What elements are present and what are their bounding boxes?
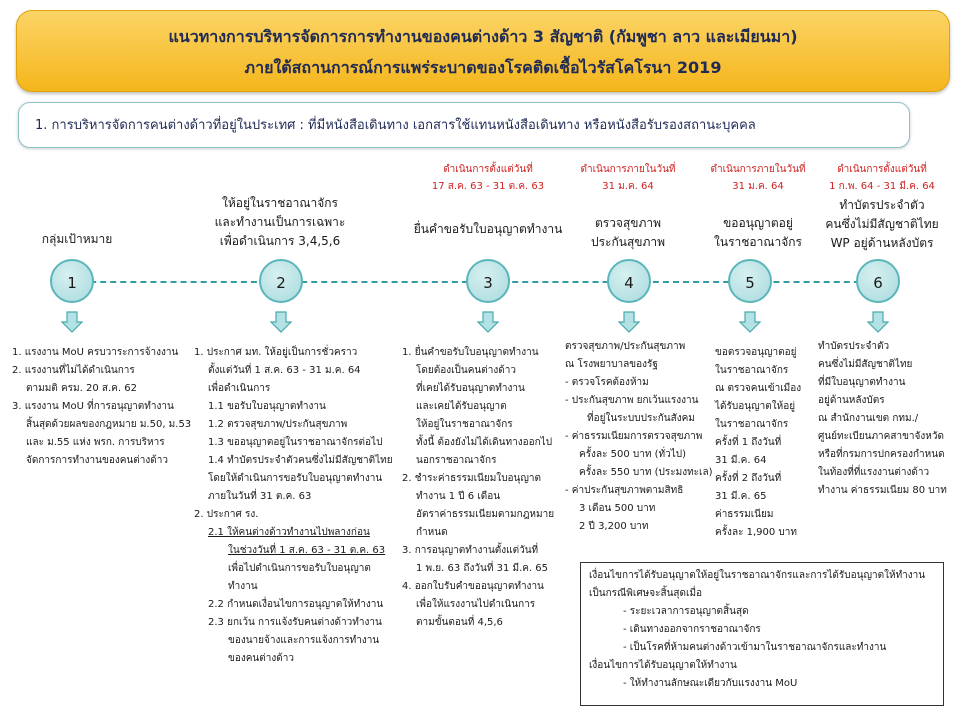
step-2-label: ให้อยู่ในราชอาณาจักร และทำงานเป็นการเฉพาะ เพื่อดำเนินการ 3,4,5,6 [214, 196, 346, 248]
step-5-dates: ดำเนินการภายในวันที่ 31 ม.ค. 64 [710, 164, 806, 192]
down-arrow-icon [867, 311, 889, 333]
step-6-circle: 6 [856, 259, 900, 303]
step-1-circle: 1 [50, 259, 94, 303]
step-4-label: ตรวจสุขภาพ ประกันสุขภาพ [590, 216, 666, 249]
down-arrow-icon [739, 311, 761, 333]
step-3-details: 1. ยื่นคำขอรับใบอนุญาตทำงาน โดยต้องเป็นคนต่างด้าว ที่เคยได้รับอนุญาตทำงาน และเคยได้รับอนุญาต ให้อยู่ในราชอาณาจักร ทั้งนี้ ต้องยังไม่ได้เดินทางออกไป นอกราชอาณาจักร 2. ชำระค่าธรรมเนียมใบอนุญาต ทำงาน 1 ปี 6 เดือน อัตราค่าธรรมเนียมตามกฎหมาย กำหนด 3. การอนุญาตทำงานตั้งแต่วันที่ 1 พ.ย. 63 ถึงวันที่ 31 มี.ค. 65 4. ออกใบรับคำขออนุญาตทำงาน เพื่อให้แรงงานไปดำเนินการ ตามขั้นตอนที่ 4,5,6 [402, 347, 555, 628]
step-3-label: ยื่นคำขอรับใบอนุญาตทำงาน [413, 222, 563, 236]
step-4-circle: 4 [607, 259, 651, 303]
step-2-circle: 2 [259, 259, 303, 303]
step-6-dates: ดำเนินการตั้งแต่วันที่ 1 ก.พ. 64 - 31 มี.ค. 64 [829, 164, 935, 192]
step-5-label: ขออนุญาตอยู่ ในราชอาณาจักร [714, 216, 802, 249]
step-1-details: 1. แรงงาน MoU ครบวาระการจ้างงาน 2. แรงงานที่ไม่ได้ดำเนินการ ตามมติ ครม. 20 ส.ค. 62 3. แรงงาน MoU ที่การอนุญาตทำงาน สิ้นสุดด้วยผลของกฎหมาย ม.50, ม.53 และ ม.55 แห่ง พรก. การบริหาร จัดการการทำงานของคนต่างด้าว [12, 347, 192, 466]
step-1-label: กลุ่มเป้าหมาย [41, 232, 113, 246]
step-6-details: ทำบัตรประจำตัว คนซึ่งไม่มีสัญชาติไทย ที่มีใบอนุญาตทำงาน อยู่ด้านหลังบัตร ณ สำนักงานเขต กทม./ ศูนย์ทะเบียนภาคสาขาจังหวัด หรือที่กรมการปกครองกำหนด ในท้องที่ที่แรงงานต่างด้าว ทำงาน ค่าธรรมเนียม 80 บาท [818, 341, 947, 496]
step-5-details: ขอตรวจอนุญาตอยู่ ในราชอาณาจักร ณ ตรวจคนเข้าเมือง ได้รับอนุญาตให้อยู่ ในราชอาณาจักร ครั้งที่ 1 ถึงวันที่ 31 มี.ค. 64 ครั้งที่ 2 ถึงวันที่ 31 มี.ค. 65 ค่าธรรมเนียม ครั้งละ 1,900 บาท [715, 347, 802, 538]
down-arrow-icon [618, 311, 640, 333]
down-arrow-icon [61, 311, 83, 333]
step-2-details: 1. ประกาศ มท. ให้อยู่เป็นการชั่วคราว ตั้งแต่วันที่ 1 ส.ค. 63 - 31 ม.ค. 64 เพื่อดำเนินการ 1.1 ขอรับใบอนุญาตทำงาน 1.2 ตรวจสุขภาพ/ประกันสุขภาพ 1.3 ขออนุญาตอยู่ในราชอาณาจักรต่อไป 1.4 ทำบัตรประจำตัวคนซึ่งไม่มีสัญชาติไทย โดยให้ดำเนินการขอรับใบอนุญาตทำงาน ภายในวันที่ 31 ต.ค. 63 2. ประกาศ รง. 2.1 ให้คนต่างด้าวทำงานไปพลางก่อน ในช่วงวันที่ 1 ส.ค. 63 - 31 ต.ค. 63 เพื่อไปดำเนินการขอรับใบอนุญาตทำงาน 2.2 กำหนดเงื่อนไขการอนุญาตให้ทำงาน 2.3 ยกเว้น การแจ้งรับคนต่างด้าวทำงาน ของนายจ้างและการแจ้งการทำงาน ของคนต่างด้าว [194, 347, 393, 664]
down-arrow-icon [270, 311, 292, 333]
step-6-label: ทำบัตรประจำตัว คนซึ่งไม่มีสัญชาติไทย WP อยู่ด้านหลังบัตร [825, 198, 939, 250]
conditions-box: เงื่อนไขการได้รับอนุญาตให้อยู่ในราชอาณาจักรและการได้รับอนุญาตให้ทำงาน เป็นกรณีพิเศษจะสิ้นสุดเมื่อ - ระยะเวลาการอนุญาตสิ้นสุด - เดินทางออกจากราชอาณาจักร - เป็นโรคที่ห้ามคนต่างด้าวเข้ามาในราชอาณาจักรและทำงาน เงื่อนไขการได้รับอนุญาตให้ทำงาน - ให้ทำงานลักษณะเดียวกับแรงงาน MoU [580, 562, 944, 706]
step-3-circle: 3 [466, 259, 510, 303]
banner-title-line1: แนวทางการบริหารจัดการการทำงานของคนต่างด้าว 3 สัญชาติ (กัมพูชา ลาว และเมียนมา) [168, 27, 798, 46]
step-3-dates: ดำเนินการตั้งแต่วันที่ 17 ส.ค. 63 - 31 ต.ค. 63 [431, 164, 545, 192]
step-4-details: ตรวจสุขภาพ/ประกันสุขภาพ ณ โรงพยาบาลของรัฐ - ตรวจโรคต้องห้าม - ประกันสุขภาพ ยกเว้นแรงงาน ที่อยู่ในระบบประกันสังคม - ค่าธรรมเนียมการตรวจสุขภาพ ครั้งละ 500 บาท (ทั่วไป) ครั้งละ 550 บาท (ประมงทะเล) - ค่าประกันสุขภาพตามสิทธิ 3 เดือน 500 บาท 2 ปี 3,200 บาท [565, 341, 713, 532]
banner-title-line2: ภายใต้สถานการณ์การแพร่ระบาดของโรคติดเชื้อไวรัสโคโรนา 2019 [244, 58, 722, 77]
section-title: 1. การบริหารจัดการคนต่างด้าวที่อยู่ในประเทศ : ที่มีหนังสือเดินทาง เอกสารใช้แทนหนังสือเดินทาง หรือหนังสือรับรองสถานะบุคคล [18, 102, 910, 148]
step-4-dates: ดำเนินการภายในวันที่ 31 ม.ค. 64 [580, 164, 676, 192]
down-arrow-icon [477, 311, 499, 333]
step-5-circle: 5 [728, 259, 772, 303]
title-banner [16, 10, 950, 92]
